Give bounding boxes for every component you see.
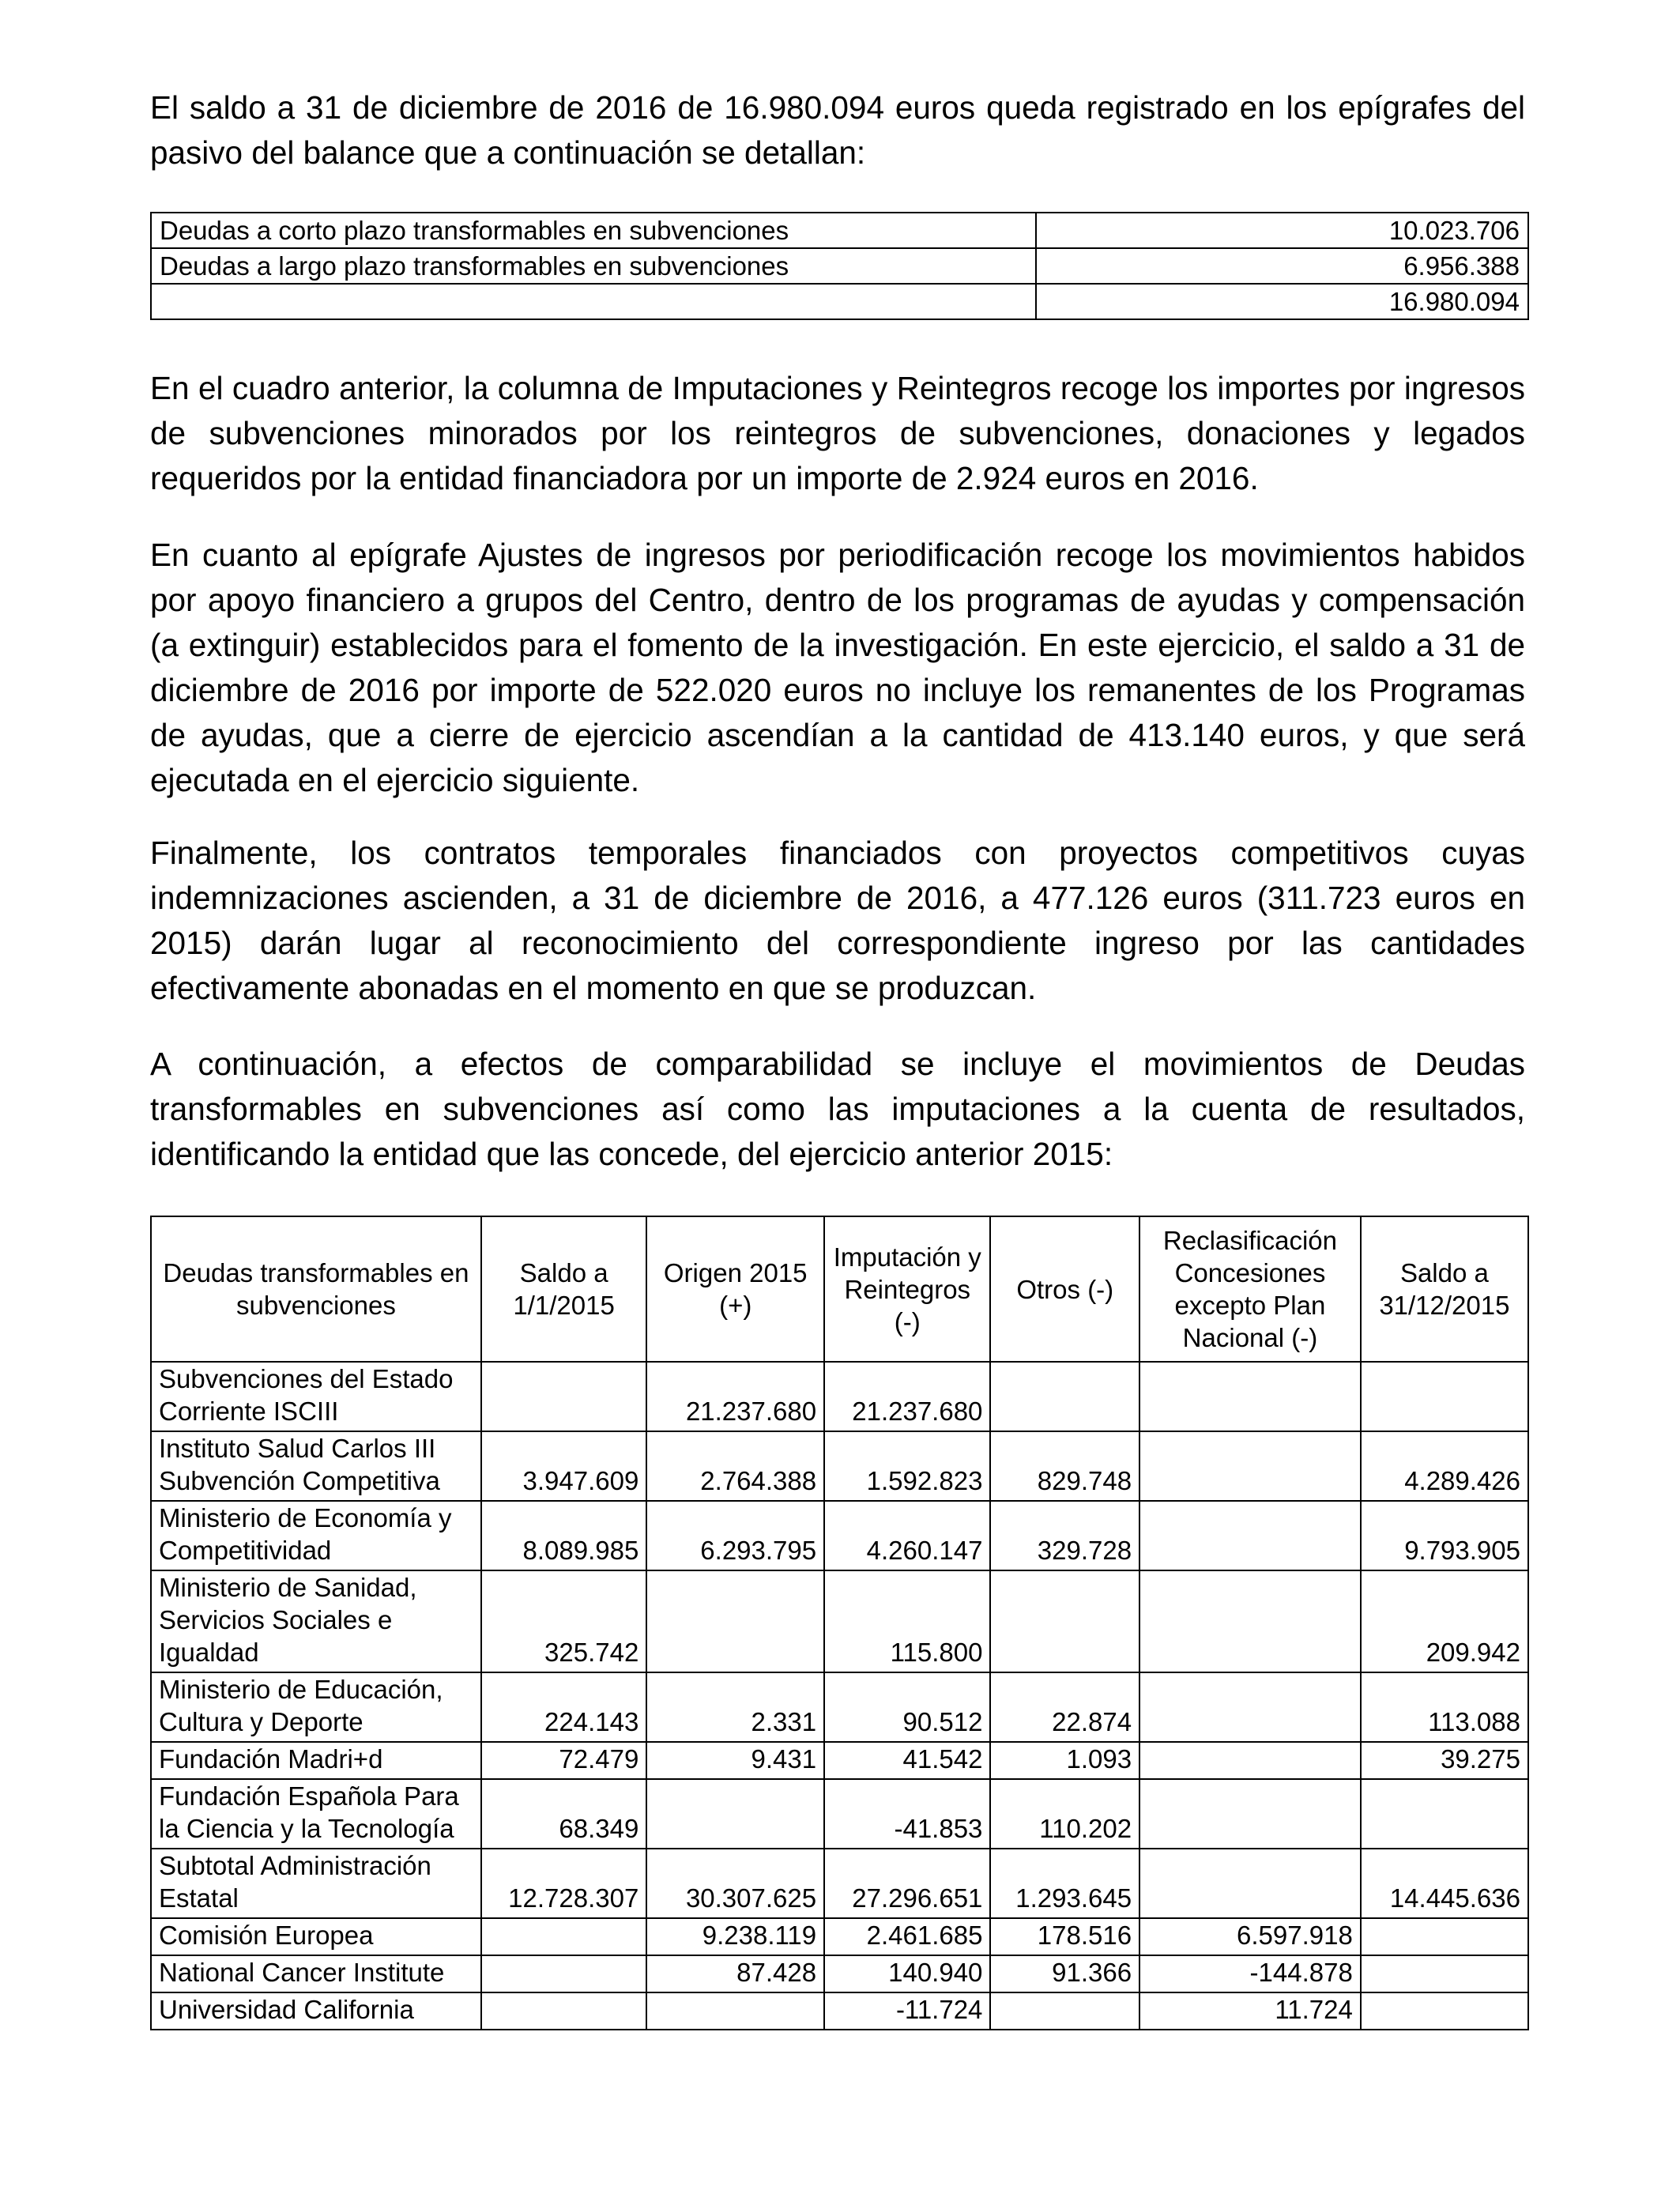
origen-cell	[646, 1570, 824, 1672]
entity-name: Subtotal Administración Estatal	[151, 1849, 481, 1918]
reclasificacion-cell	[1139, 1501, 1361, 1570]
saldo-final-cell: 14.445.636	[1361, 1849, 1528, 1918]
table-row	[151, 1955, 1528, 1992]
otros-cell: 1.093	[990, 1742, 1139, 1779]
saldo-inicial-cell	[481, 1992, 646, 2030]
balance-value: 6.956.388	[1036, 248, 1528, 284]
header-saldo-inicial: Saldo a 1/1/2015	[481, 1216, 646, 1362]
saldo-inicial-cell: 8.089.985	[481, 1501, 646, 1570]
otros-cell: 110.202	[990, 1779, 1139, 1849]
movements-table	[150, 1216, 1529, 2030]
imputacion-cell: 4.260.147	[824, 1501, 990, 1570]
table-row	[151, 213, 1528, 248]
balance-label: Deudas a largo plazo transformables en subvenciones	[151, 248, 1036, 284]
saldo-final-cell	[1361, 1992, 1528, 2030]
saldo-final-cell: 39.275	[1361, 1742, 1528, 1779]
imputacion-cell: 115.800	[824, 1570, 990, 1672]
balance-label	[151, 284, 1036, 319]
entity-name: Fundación Española Para la Ciencia y la Tecnología	[151, 1779, 481, 1849]
otros-cell: 178.516	[990, 1918, 1139, 1955]
reclasificacion-cell	[1139, 1362, 1361, 1431]
paragraph-contratos: Finalmente, los contratos temporales financiados con proyectos competitivos cuyas indemnizaciones ascienden, a 31 de diciembre de 2016, a 477.126 euros (311.723 euros en 2015) darán lugar al reconocimiento del correspondiente ingreso por las cantidades efectivamente abonadas en el momento en que se produzcan.	[150, 835, 1525, 1006]
balance-label: Deudas a corto plazo transformables en subvenciones	[151, 213, 1036, 248]
header-otros: Otros (-)	[990, 1216, 1139, 1362]
reclasificacion-cell	[1139, 1672, 1361, 1742]
saldo-final-cell	[1361, 1362, 1528, 1431]
imputacion-cell: 27.296.651	[824, 1849, 990, 1918]
table-row	[151, 1431, 1528, 1501]
saldo-final-cell: 9.793.905	[1361, 1501, 1528, 1570]
header-imputacion: Imputación y Reintegros (-)	[824, 1216, 990, 1362]
saldo-inicial-cell: 12.728.307	[481, 1849, 646, 1918]
reclasificacion-cell	[1139, 1742, 1361, 1779]
otros-cell	[990, 1362, 1139, 1431]
saldo-inicial-cell: 68.349	[481, 1779, 646, 1849]
entity-name: Ministerio de Educación, Cultura y Deporte	[151, 1672, 481, 1742]
imputacion-cell: -41.853	[824, 1779, 990, 1849]
balance-total: 16.980.094	[1036, 284, 1528, 319]
reclasificacion-cell: 11.724	[1139, 1992, 1361, 2030]
saldo-final-cell	[1361, 1918, 1528, 1955]
reclasificacion-cell: 6.597.918	[1139, 1918, 1361, 1955]
balance-table	[150, 212, 1529, 320]
otros-cell: 329.728	[990, 1501, 1139, 1570]
table-row	[151, 1992, 1528, 2030]
table-header-row	[151, 1216, 1528, 1362]
imputacion-cell: 90.512	[824, 1672, 990, 1742]
origen-cell: 2.331	[646, 1672, 824, 1742]
table-row	[151, 1672, 1528, 1742]
saldo-final-cell	[1361, 1955, 1528, 1992]
reclasificacion-cell	[1139, 1849, 1361, 1918]
table-row	[151, 1570, 1528, 1672]
origen-cell: 6.293.795	[646, 1501, 824, 1570]
table-row	[151, 1849, 1528, 1918]
origen-cell: 87.428	[646, 1955, 824, 1992]
origen-cell: 21.237.680	[646, 1362, 824, 1431]
entity-name: Ministerio de Sanidad, Servicios Sociales e Igualdad	[151, 1570, 481, 1672]
otros-cell: 1.293.645	[990, 1849, 1139, 1918]
imputacion-cell: 2.461.685	[824, 1918, 990, 1955]
saldo-inicial-cell: 3.947.609	[481, 1431, 646, 1501]
entity-name: Subvenciones del Estado Corriente ISCIII	[151, 1362, 481, 1431]
table-row	[151, 1501, 1528, 1570]
imputacion-cell: 21.237.680	[824, 1362, 990, 1431]
table-row	[151, 1362, 1528, 1431]
paragraph-saldo-2016: El saldo a 31 de diciembre de 2016 de 16.980.094 euros queda registrado en los epígrafes del pasivo del balance que a continuación se detallan:	[150, 89, 1525, 171]
saldo-final-cell: 4.289.426	[1361, 1431, 1528, 1501]
saldo-inicial-cell	[481, 1955, 646, 1992]
imputacion-cell: 41.542	[824, 1742, 990, 1779]
header-deudas: Deudas transformables en subvenciones	[151, 1216, 481, 1362]
entity-name: Comisión Europea	[151, 1918, 481, 1955]
entity-name: Universidad California	[151, 1992, 481, 2030]
table-row	[151, 248, 1528, 284]
saldo-inicial-cell: 224.143	[481, 1672, 646, 1742]
saldo-final-cell: 209.942	[1361, 1570, 1528, 1672]
paragraph-ajustes: En cuanto al epígrafe Ajustes de ingresos por periodificación recoge los movimientos habidos por apoyo financiero a grupos del Centro, dentro de los programas de ayudas y compensación (a extinguir) establecidos para el fomento de la investigación. En este ejercicio, el saldo a 31 de diciembre de 2016 por importe de 522.020 euros no incluye los remanentes de los Programas de ayudas, que a cierre de ejercicio ascendían a la cantidad de 413.140 euros, y que será ejecutada en el ejercicio siguiente.	[150, 537, 1525, 798]
origen-cell: 9.238.119	[646, 1918, 824, 1955]
paragraph-imputaciones: En el cuadro anterior, la columna de Imputaciones y Reintegros recoge los importes por ingresos de subvenciones minorados por los reintegros de subvenciones, donaciones y legados requeridos por la entidad financiadora por un importe de 2.924 euros en 2016.	[150, 370, 1525, 496]
table-row	[151, 1742, 1528, 1779]
table-row	[151, 1779, 1528, 1849]
entity-name: Ministerio de Economía y Competitividad	[151, 1501, 481, 1570]
otros-cell: 91.366	[990, 1955, 1139, 1992]
entity-name: National Cancer Institute	[151, 1955, 481, 1992]
origen-cell: 2.764.388	[646, 1431, 824, 1501]
saldo-inicial-cell: 325.742	[481, 1570, 646, 1672]
saldo-inicial-cell: 72.479	[481, 1742, 646, 1779]
saldo-inicial-cell	[481, 1918, 646, 1955]
entity-name: Instituto Salud Carlos III Subvención Competitiva	[151, 1431, 481, 1501]
otros-cell	[990, 1570, 1139, 1672]
imputacion-cell: 140.940	[824, 1955, 990, 1992]
reclasificacion-cell	[1139, 1570, 1361, 1672]
header-origen: Origen 2015 (+)	[646, 1216, 824, 1362]
saldo-inicial-cell	[481, 1362, 646, 1431]
imputacion-cell: -11.724	[824, 1992, 990, 2030]
header-saldo-final: Saldo a 31/12/2015	[1361, 1216, 1528, 1362]
otros-cell: 829.748	[990, 1431, 1139, 1501]
imputacion-cell: 1.592.823	[824, 1431, 990, 1501]
reclasificacion-cell	[1139, 1779, 1361, 1849]
paragraph-comparabilidad: A continuación, a efectos de comparabilidad se incluye el movimientos de Deudas transformables en subvenciones así como las imputaciones a la cuenta de resultados, identificando la entidad que las concede, del ejercicio anterior 2015:	[150, 1046, 1525, 1172]
table-row	[151, 1918, 1528, 1955]
header-reclasificacion: Reclasificación Concesiones excepto Plan Nacional (-)	[1139, 1216, 1361, 1362]
saldo-final-cell	[1361, 1779, 1528, 1849]
saldo-final-cell: 113.088	[1361, 1672, 1528, 1742]
otros-cell: 22.874	[990, 1672, 1139, 1742]
origen-cell	[646, 1992, 824, 2030]
entity-name: Fundación Madri+d	[151, 1742, 481, 1779]
reclasificacion-cell	[1139, 1431, 1361, 1501]
origen-cell	[646, 1779, 824, 1849]
origen-cell: 9.431	[646, 1742, 824, 1779]
reclasificacion-cell: -144.878	[1139, 1955, 1361, 1992]
balance-value: 10.023.706	[1036, 213, 1528, 248]
origen-cell: 30.307.625	[646, 1849, 824, 1918]
otros-cell	[990, 1992, 1139, 2030]
table-row	[151, 284, 1528, 319]
